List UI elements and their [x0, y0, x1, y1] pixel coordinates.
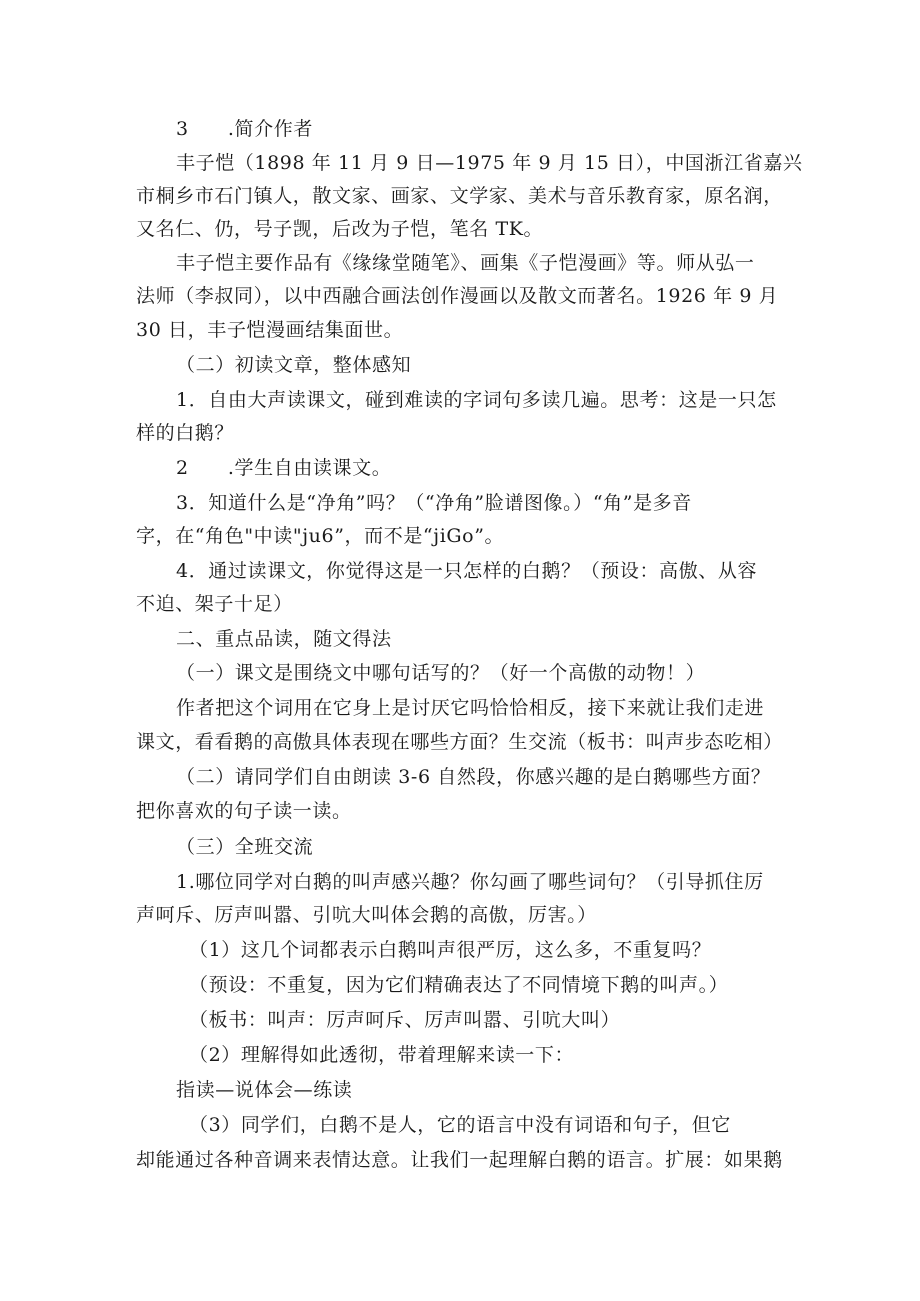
paragraph-line: （预设：不重复，因为它们精确表达了不同情境下鹅的叫声。） — [189, 974, 729, 996]
paragraph-line: 指读—说体会—练读 — [176, 1079, 353, 1101]
paragraph-line: 1．自由大声读课文，碰到难读的字词句多读几遍。思考：这是一只怎 — [176, 389, 777, 411]
paragraph-line: 30 日，丰子恺漫画结集面世。 — [136, 319, 404, 341]
paragraph-line: 丰子恺主要作品有《缘缘堂随笔》、画集《子恺漫画》等。师从弘一 — [176, 252, 755, 274]
paragraph-line: 把你喜欢的句子读一读。 — [136, 800, 352, 822]
paragraph-line: 市桐乡市石门镇人，散文家、画家、文学家、美术与音乐教育家，原名润， — [136, 185, 783, 207]
paragraph-line: 声呵斥、厉声叫嚣、引吭大叫体会鹅的高傲，厉害。） — [136, 904, 597, 926]
paragraph-line: 4．通过读课文，你觉得这是一只怎样的白鹅？（预设：高傲、从容 — [176, 560, 758, 582]
paragraph-line: 字，在“角色"中读"ju6”，而不是“jiGo”。 — [136, 525, 505, 547]
section-heading-key-reading: 二、重点品读，随文得法 — [176, 628, 392, 650]
paragraph-line: 法师（李叔同），以中西融合画法创作漫画以及散文而著名。1926 年 9 月 — [136, 285, 779, 307]
section-heading-author-intro: 3 .简介作者 — [176, 118, 313, 140]
paragraph-line: 3．知道什么是“净角”吗？（“净角”脸谱图像。）“角”是多音 — [176, 492, 692, 514]
paragraph-line: （板书：叫声：厉声呵斥、厉声叫嚣、引吭大叫） — [189, 1009, 621, 1031]
paragraph-line: （2）理解得如此透彻，带着理解来读一下： — [189, 1044, 575, 1066]
paragraph-line: 2 .学生自由读课文。 — [176, 457, 392, 479]
paragraph-line: 1.哪位同学对白鹅的叫声感兴趣？你勾画了哪些词句？（引导抓住厉 — [176, 871, 764, 893]
paragraph-line: （二）请同学们自由朗读 3-6 自然段，你感兴趣的是白鹅哪些方面？ — [176, 766, 771, 788]
paragraph-line: 样的白鹅？ — [136, 422, 235, 444]
paragraph-line: 丰子恺（1898 年 11 月 9 日—1975 年 9 月 15 日），中国浙江省嘉兴 — [176, 152, 803, 174]
paragraph-line: 课文，看看鹅的高傲具体表现在哪些方面？生交流（板书：叫声步态吃相） — [136, 731, 783, 753]
section-heading-class-discussion: （三）全班交流 — [176, 836, 314, 858]
paragraph-line: （一）课文是围绕文中哪句话写的？（好一个高傲的动物！） — [176, 662, 706, 684]
paragraph-line: 作者把这个词用在它身上是讨厌它吗恰恰相反，接下来就让我们走进 — [176, 697, 765, 719]
paragraph-line: 又名仁、仍，号子觊，后改为子恺，笔名 TK。 — [136, 218, 544, 240]
section-heading-first-reading: （二）初读文章，整体感知 — [176, 354, 412, 376]
paragraph-line: （1）这几个词都表示白鹅叫声很严厉，这么多，不重复吗？ — [189, 939, 712, 961]
paragraph-line: （3）同学们，白鹅不是人，它的语言中没有词语和句子，但它 — [189, 1114, 731, 1136]
paragraph-line: 却能通过各种音调来表情达意。让我们一起理解白鹅的语言。扩展：如果鹅 — [136, 1149, 783, 1171]
paragraph-line: 不迫、架子十足） — [136, 593, 293, 615]
